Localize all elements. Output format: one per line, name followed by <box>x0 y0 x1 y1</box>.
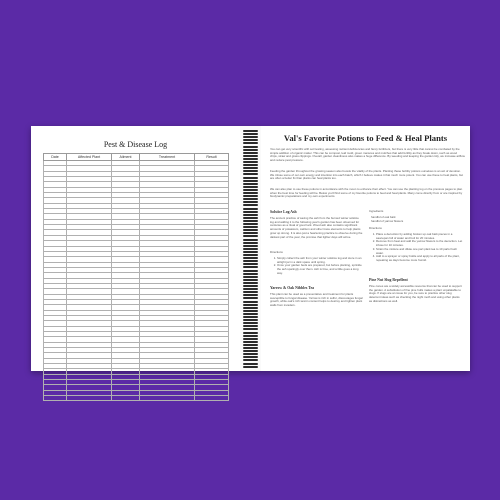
section-body: This plant can be used as a preventative and treatment for plants susceptible to fungal disease. Yarrow is rich in sulfur, discourages fungal growth, while oak's rich tannin content helps to destroy and tighten plant walls from invaders. <box>270 292 363 308</box>
spiral-coil <box>243 177 258 179</box>
list-item: 1. Place a decoction by adding broken up oak bark pieces in a saucepan full of water and boil for 20 minutes. <box>376 233 463 240</box>
spiral-coil <box>243 180 258 182</box>
directions-label: Directions <box>369 226 382 230</box>
spiral-coil <box>243 186 258 188</box>
spiral-coil <box>243 341 258 343</box>
spiral-coil <box>243 142 258 144</box>
page-title: Val's Favorite Potions to Feed & Heal Plants <box>283 133 448 143</box>
log-rows <box>44 161 229 401</box>
intro-paragraph: Feeding the garden throughout the growing season also boosts the vitality of the plants. Planting these fertility potions ourselves is an act of devotion. We infuse some of our own energy and intention into each batch, which I believe makes it that much more potent. You can use these to heal plants, but are often a better fix than plants can heal plants too. <box>270 169 464 181</box>
spiral-coil <box>243 363 258 365</box>
spiral-coil <box>243 214 258 216</box>
spiral-coil <box>243 239 258 241</box>
spiral-coil <box>243 133 258 135</box>
table-cell <box>112 396 140 401</box>
list-item: 1. Simply collect the ash from your winter solstice log and store in an airtight jar in a dark space until spring. <box>277 257 363 264</box>
spiral-coil <box>243 170 258 172</box>
spiral-coil <box>243 152 258 154</box>
list-item: 4. Add to a sprayer or spray bottle and apply to all parts of the plant, repeating as days become more humid. <box>376 255 463 262</box>
spiral-coil <box>243 251 258 253</box>
table-cell <box>44 396 67 401</box>
intro-paragraph: We can also plan to use these potions in accordance with the moon to enhance their effect. You can use the planting log on the previous pages to plan when the best time for feeding will be. Below you'll find some of my favorite potions to feed and heal plants. Many come directly from or are inspired by biodynamic preparations and my own experiments. <box>270 187 463 199</box>
spiral-coil <box>243 158 258 160</box>
pest-log-page <box>31 126 240 371</box>
spiral-coil <box>243 192 258 194</box>
spiral-coil <box>243 260 258 262</box>
spiral-coil <box>243 273 258 275</box>
spiral-coil <box>243 316 258 318</box>
spiral-coil <box>243 226 258 228</box>
spiral-coil <box>243 356 258 358</box>
table-row <box>44 396 229 401</box>
spiral-coil <box>243 130 258 132</box>
spiral-coil <box>243 335 258 337</box>
spiral-binding <box>240 126 261 371</box>
spiral-coil <box>243 285 258 287</box>
spiral-coil <box>243 347 258 349</box>
spiral-coil <box>243 294 258 296</box>
directions-list <box>369 233 463 263</box>
spiral-coil <box>243 338 258 340</box>
spiral-coil <box>243 310 258 312</box>
spiral-coil <box>243 322 258 324</box>
list-item: 2. Once your garden beds are prepared, but before planting, sprinkle the ash sparingly over them. Ash is lime, and a little goes a long way. <box>277 264 363 275</box>
spiral-coil <box>243 204 258 206</box>
ingredients-label: Ingredients <box>369 209 384 213</box>
spiral-coil <box>243 223 258 225</box>
spiral-coil <box>243 366 258 368</box>
spiral-coil <box>243 282 258 284</box>
spiral-coil <box>243 195 258 197</box>
spiral-coil <box>243 301 258 303</box>
spiral-coil <box>243 229 258 231</box>
column-header-ailment: Ailment <box>112 154 140 161</box>
list-item: handful of oak bark <box>371 215 396 219</box>
spiral-coil <box>243 276 258 278</box>
spiral-coil <box>243 307 258 309</box>
ingredients-list <box>369 216 459 223</box>
spiral-coil <box>243 189 258 191</box>
table-header-row <box>44 154 229 161</box>
spiral-coil <box>243 232 258 234</box>
section-heading: Yarrow & Oak Nibbles Tea <box>270 286 315 290</box>
column-header-affected-plant: Affected Plant <box>67 154 112 161</box>
open-planner-book <box>31 126 470 371</box>
spiral-coil <box>243 344 258 346</box>
spiral-coil <box>243 270 258 272</box>
section-body: The ancient practice of saving the ash from the burned winter solstice log and adding it to the following year's garden has been observed for centuries as a ritual of good luck. Wood ash also contains significant amounts of potassium, calcium and other trace elements to help plants grow up strong. It is also just a heartening practice to observe during the darkest part of the year, the promise that lighter days will arrive. <box>270 216 363 239</box>
column-header-date: Date <box>44 154 67 161</box>
directions-label: Directions <box>270 250 283 254</box>
spiral-coil <box>243 248 258 250</box>
spiral-coil <box>243 297 258 299</box>
table-cell <box>140 396 195 401</box>
spiral-coil <box>243 211 258 213</box>
spiral-coil <box>243 313 258 315</box>
spiral-coil <box>243 201 258 203</box>
spiral-coil <box>243 208 258 210</box>
spiral-coil <box>243 304 258 306</box>
spiral-coil <box>243 288 258 290</box>
spiral-coil <box>243 161 258 163</box>
spiral-coil <box>243 254 258 256</box>
intro-paragraph: You can get very scientific with soil testing, assessing nutrient deficiencies and fancy fertilizers, but there is very little that cannot be combated by the simple addition of organic matter. This can be compost, leaf mold, green manures and mulches that add fertility as they break down, such as wood chips, straw and grass clippings. Overall, garden cleanliness also makes a huge difference. By weeding and keeping the garden tidy, we increase airflow and reduce pest pressure. <box>270 147 465 163</box>
section-heading: Pine Nut Slug Repellent <box>369 278 408 282</box>
spiral-coil <box>243 245 258 247</box>
table-cell <box>195 396 229 401</box>
spiral-coil <box>243 164 258 166</box>
section-heading: Solstice Log Ash <box>270 210 297 214</box>
section-body: Pine cones are a widely accessible resource that can be used to support the garden. A substitution of fine pine hulls makes a plant unpalatable to slugs. If slugs are an issue for you, be sure to practice other slug deterrent ideas such as checking the night moth and using other plants as distractions as well. <box>369 284 462 303</box>
spiral-coil <box>243 319 258 321</box>
directions-list <box>270 257 363 276</box>
spiral-coil <box>243 350 258 352</box>
list-item: 3. Strain the mixture and dilute one part plant tea to 10 parts fresh water. <box>376 248 463 255</box>
column-header-treatment: Treatment <box>140 154 195 161</box>
spiral-coil <box>243 155 258 157</box>
column-header-result: Result <box>195 154 229 161</box>
spiral-coil <box>243 183 258 185</box>
spiral-coil <box>243 242 258 244</box>
spiral-coil <box>243 139 258 141</box>
spiral-coil <box>243 217 258 219</box>
list-item: 2. Remove from heat and add the yarrow flowers to the decoction. Let infuse for 10 minutes. <box>376 240 463 247</box>
spiral-coil <box>243 136 258 138</box>
spiral-coil <box>243 220 258 222</box>
spiral-coil <box>243 198 258 200</box>
spiral-coil <box>243 263 258 265</box>
spiral-coil <box>243 266 258 268</box>
spiral-coil <box>243 235 258 237</box>
spiral-coil <box>243 359 258 361</box>
spiral-coil <box>243 173 258 175</box>
spiral-coil <box>243 146 258 148</box>
spiral-coil <box>243 149 258 151</box>
list-item: handful of yarrow flowers <box>371 218 404 223</box>
spiral-coil <box>243 167 258 169</box>
pest-log-table <box>43 153 229 401</box>
spiral-coil <box>243 291 258 293</box>
spiral-coil <box>243 353 258 355</box>
spiral-coil <box>243 257 258 259</box>
potions-page <box>261 126 470 371</box>
table-cell <box>67 396 112 401</box>
spiral-coil <box>243 328 258 330</box>
page-title: Pest & Disease Log <box>103 140 168 149</box>
spiral-coil <box>243 325 258 327</box>
spiral-coil <box>243 332 258 334</box>
spiral-coil <box>243 279 258 281</box>
